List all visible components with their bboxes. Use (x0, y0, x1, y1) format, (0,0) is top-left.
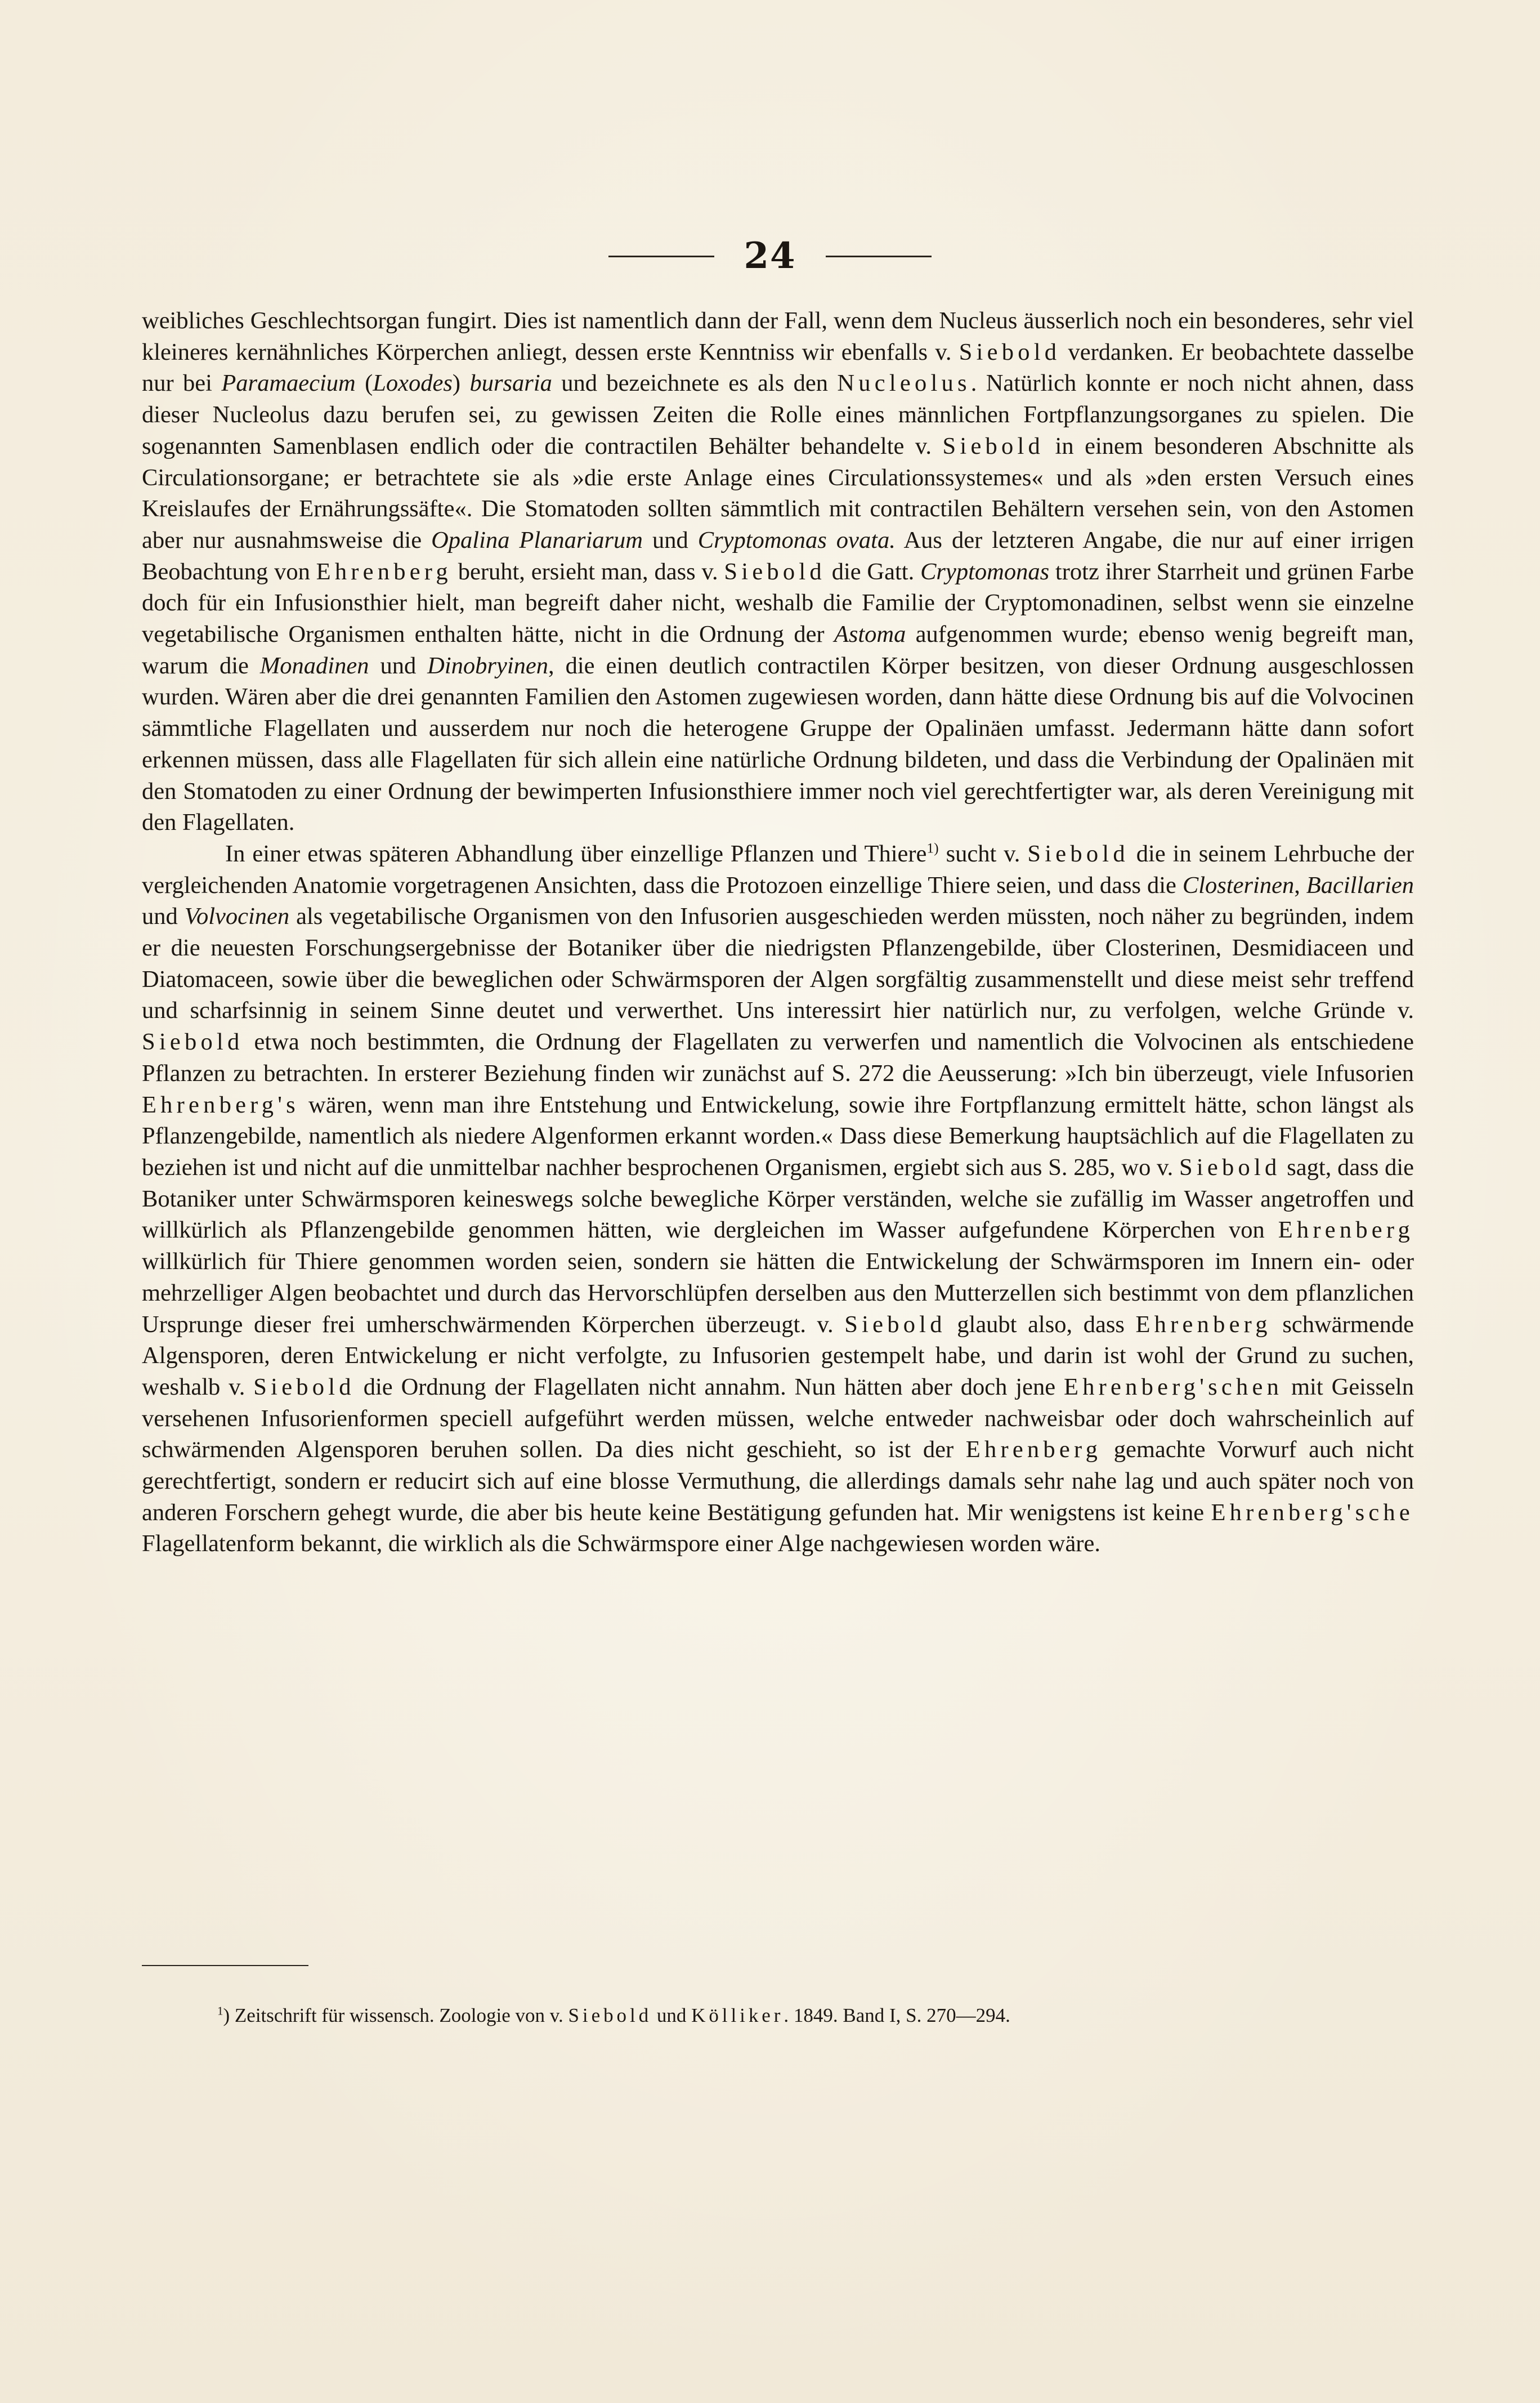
text-run: . Natürlich konnte er noch nicht ahnen, dass dieser Nucleolus dazu berufen sei, zu gewissen Zeiten die Rolle eines männlichen Fortpflanzungsorganes zu spielen. Die sogenannten Samenblasen endlich oder die contractilen Behälter behandelte v. (142, 370, 1414, 459)
text-run: schwärmende Algensporen, deren Entwickelung er nicht verfolgte, zu Infusorien gestempelt habe, und darin ist wohl der Grund zu suchen, weshalb v. (142, 1311, 1414, 1400)
spaced-name: Siebold (142, 1029, 244, 1056)
text-run: ) (452, 370, 470, 397)
spaced-name: Ehrenberg (965, 1436, 1102, 1463)
italic-term: Paramaecium (221, 370, 356, 397)
header-rule-right (826, 256, 932, 257)
text-run: etwa noch bestimmten, die Ordnung der Flagellaten zu verwerfen und namentlich die Volvocinen als entschiedene Pflanzen zu betrachten. In ersterer Beziehung finden wir zunächst auf S. 272 die Aeusserung: »Ich bin überzeugt, viele Infusorien (142, 1029, 1414, 1087)
spaced-name: Nucleolus (837, 370, 971, 397)
header-rule-left (608, 256, 714, 257)
spaced-name: Ehrenberg's (142, 1091, 299, 1118)
text-run: die Ordnung der Flagellaten nicht annahm. Nun hätten aber doch jene (355, 1373, 1064, 1400)
spaced-name: Siebold (959, 338, 1061, 365)
spaced-name: Siebold (942, 432, 1044, 459)
text-run: und (369, 652, 428, 679)
spaced-name: Ehrenberg (316, 558, 452, 585)
text-run: willkürlich für Thiere genommen worden seien, sondern sie hätten die Entwickelung der Schwärmsporen im Innern ein- oder mehrzelliger Algen beobachtet und durch das Hervorschlüpfen derselben aus den Mutterzellen sich bestimmt von dem pflanzlichen Ursprunge dieser frei umherschwärmenden Körperchen überzeugt. v. (142, 1248, 1414, 1338)
italic-term: Astoma (834, 621, 906, 648)
page-header (0, 231, 1540, 282)
text-run: Aus der letzteren Angabe, die nur auf einer irrigen Beobachtung von (142, 526, 1414, 585)
spaced-name: Ehrenberg (1135, 1311, 1272, 1338)
text-run: mit Geisseln versehenen Infusorienformen speciell aufgeführt werden müssen, welche entweder nachweisbar oder doch wahrscheinlich auf schwärmenden Algensporen beruhen sollen. Da dies nicht geschieht, so ist der (142, 1373, 1414, 1463)
text-run: die Gatt. (825, 558, 921, 585)
text-run: sagt, dass die Botaniker unter Schwärmsporen keineswegs solche bewegliche Körper verständen, welche sie zufällig im Wasser angetroffen und willkürlich als Pflanzengebilde genommen hätten, wie dergleichen im Wasser aufgefundene Körperchen von (142, 1154, 1414, 1244)
text-run: wären, wenn man ihre Entstehung und Entwickelung, sowie ihre Fortpflanzung ermittelt hätte, schon längst als Pflanzengebilde, namentlich als niedere Algenformen erkannt worden.« Dass diese Bemerkung hauptsächlich auf die Flagellaten zu beziehen ist und nicht auf die unmittelbar nachher besprochenen Organismen, ergiebt sich aus S. 285, wo v. (142, 1091, 1414, 1181)
text-run: weibliches Geschlechtsorgan fungirt. Dies ist namentlich dann der Fall, wenn dem Nucleus äusserlich noch ein besonderes, sehr viel kleineres kernähnliches Körperchen anliegt, dessen erste Kenntniss wir ebenfalls v. (142, 307, 1414, 365)
footnote (217, 2003, 1343, 2028)
italic-term: Opalina Planariarum (431, 526, 643, 553)
spaced-name: Siebold (1179, 1154, 1281, 1181)
text-run: und (642, 526, 698, 553)
italic-term: Cryptomonas (920, 558, 1050, 585)
body-text (142, 305, 1414, 1560)
spaced-name: Ehrenberg'schen (1064, 1373, 1283, 1400)
text-run: In einer etwas späteren Abhandlung über einzellige Pflanzen und Thiere (225, 840, 927, 867)
text-run: die in seinem Lehrbuche der vergleichenden Anatomie vorgetragenen Ansichten, dass die Protozoen einzellige Thiere seien, und dass die (142, 840, 1414, 899)
text-run: beruht, ersieht man, dass v. (451, 558, 724, 585)
italic-term: Closterinen (1182, 872, 1295, 899)
text-run: sucht v. (938, 840, 1028, 867)
spaced-name: Ehrenberg (1278, 1217, 1414, 1244)
text-run: verdanken. Er beobachtete dasselbe nur bei (142, 338, 1414, 397)
footnote-marker: 1) (926, 839, 939, 856)
italic-term: Monadinen (259, 652, 369, 679)
text-run: trotz ihrer Starrheit und grünen Farbe doch für ein Infusionsthier hielt, man begreift daher nicht, weshalb die Familie der Cryptomonadinen, selbst wenn sie einzelne vegetabilische Organismen enthalten hätte, nicht in die Ordnung der (142, 558, 1414, 648)
spaced-name: Siebold (724, 558, 826, 585)
spaced-name: Kölliker (691, 2004, 784, 2026)
text-run: in einem besonderen Abschnitte als Circulationsorgane; er betrachtete sie als »die erste Anlage eines Circulationssystemes« und als »den ersten Versuch eines Kreislaufes der Ernährungssäfte«. Die Stomatoden sollten sämmtlich mit contractilen Behältern versehen sein, von den Astomen aber nur ausnahmsweise die (142, 432, 1414, 553)
footnote-marker: 1 (217, 2004, 223, 2018)
text-run: aufgenommen wurde; ebenso wenig begreift man, warum die (142, 621, 1414, 679)
paragraph (142, 305, 1414, 838)
text-run: und bezeichnete es als den (552, 370, 838, 397)
spaced-name: Siebold (1027, 840, 1129, 867)
text-run: und (652, 2004, 692, 2026)
text-run: gemachte Vorwurf auch nicht gerechtfertigt, sondern er reducirt sich auf eine blosse Vermuthung, die allerdings damals sehr nahe lag und auch später noch von anderen Forschern gehegt wurde, die aber bis heute keine Bestätigung gefunden hat. Mir wenigstens ist keine (142, 1436, 1414, 1526)
spaced-name: Ehrenberg'sche (1211, 1499, 1414, 1526)
italic-term: Cryptomonas ovata. (697, 526, 896, 553)
italic-term: Dinobryinen (427, 652, 548, 679)
text-run: Flagellatenform bekannt, die wirklich als die Schwärmspore einer Alge nachgewiesen worden wäre. (142, 1530, 1100, 1557)
text-run: ) Zeitschrift für wissensch. Zoologie von v. (223, 2004, 568, 2026)
italic-term: bursaria (469, 370, 552, 397)
text-run: . 1849. Band I, S. 270—294. (784, 2004, 1010, 2026)
italic-term: Bacillarien (1306, 872, 1414, 899)
text-run: als vegetabilische Organismen von den Infusorien ausgeschieden werden müssten, noch näher zu begründen, indem er die neuesten Forschungsergebnisse der Botaniker über die niedrigsten Pflanzengebilde, über Closterinen, Desmidiaceen und Diatomaceen, sowie über die beweglichen oder Schwärmsporen der Algen sorgfältig zusammenstellt und diese meist sehr treffend und scharfsinnig in seinem Sinne deutet und verwerthet. Uns interessirt hier natürlich nur, zu verfolgen, welche Gründe v. (142, 903, 1414, 1024)
spaced-name: Siebold (253, 1373, 355, 1400)
text-run: glaubt also, dass (946, 1311, 1136, 1338)
italic-term: Loxodes (373, 370, 453, 397)
text-run: , die einen deutlich contractilen Körper besitzen, von dieser Ordnung ausgeschlossen wurden. Wären aber die drei genannten Familien den Astomen zugewiesen worden, dann hätte diese Ordnung bis auf die Volvocinen sämmtliche Flagellaten und ausserdem nur noch die heterogene Gruppe der Opalinäen umfasst. Jedermann hätte dann sofort erkennen müssen, dass alle Flagellaten für sich allein eine natürliche Ordnung bildeten, und dass die Verbindung der Opalinäen mit den Stomatoden zu einer Ordnung der bewimperten Infusionsthiere immer noch viel gerechtfertigter war, als deren Vereinigung mit den Flagellaten. (142, 652, 1414, 836)
spaced-name: Siebold (844, 1311, 946, 1338)
footnote-rule (142, 1965, 308, 1966)
page-number: 24 (744, 235, 796, 277)
text-run: , (1294, 872, 1306, 899)
text-run: ( (355, 370, 373, 397)
paragraph (142, 838, 1414, 1560)
text-run: und (142, 903, 185, 930)
spaced-name: Siebold (568, 2004, 652, 2026)
italic-term: Volvocinen (184, 903, 290, 930)
